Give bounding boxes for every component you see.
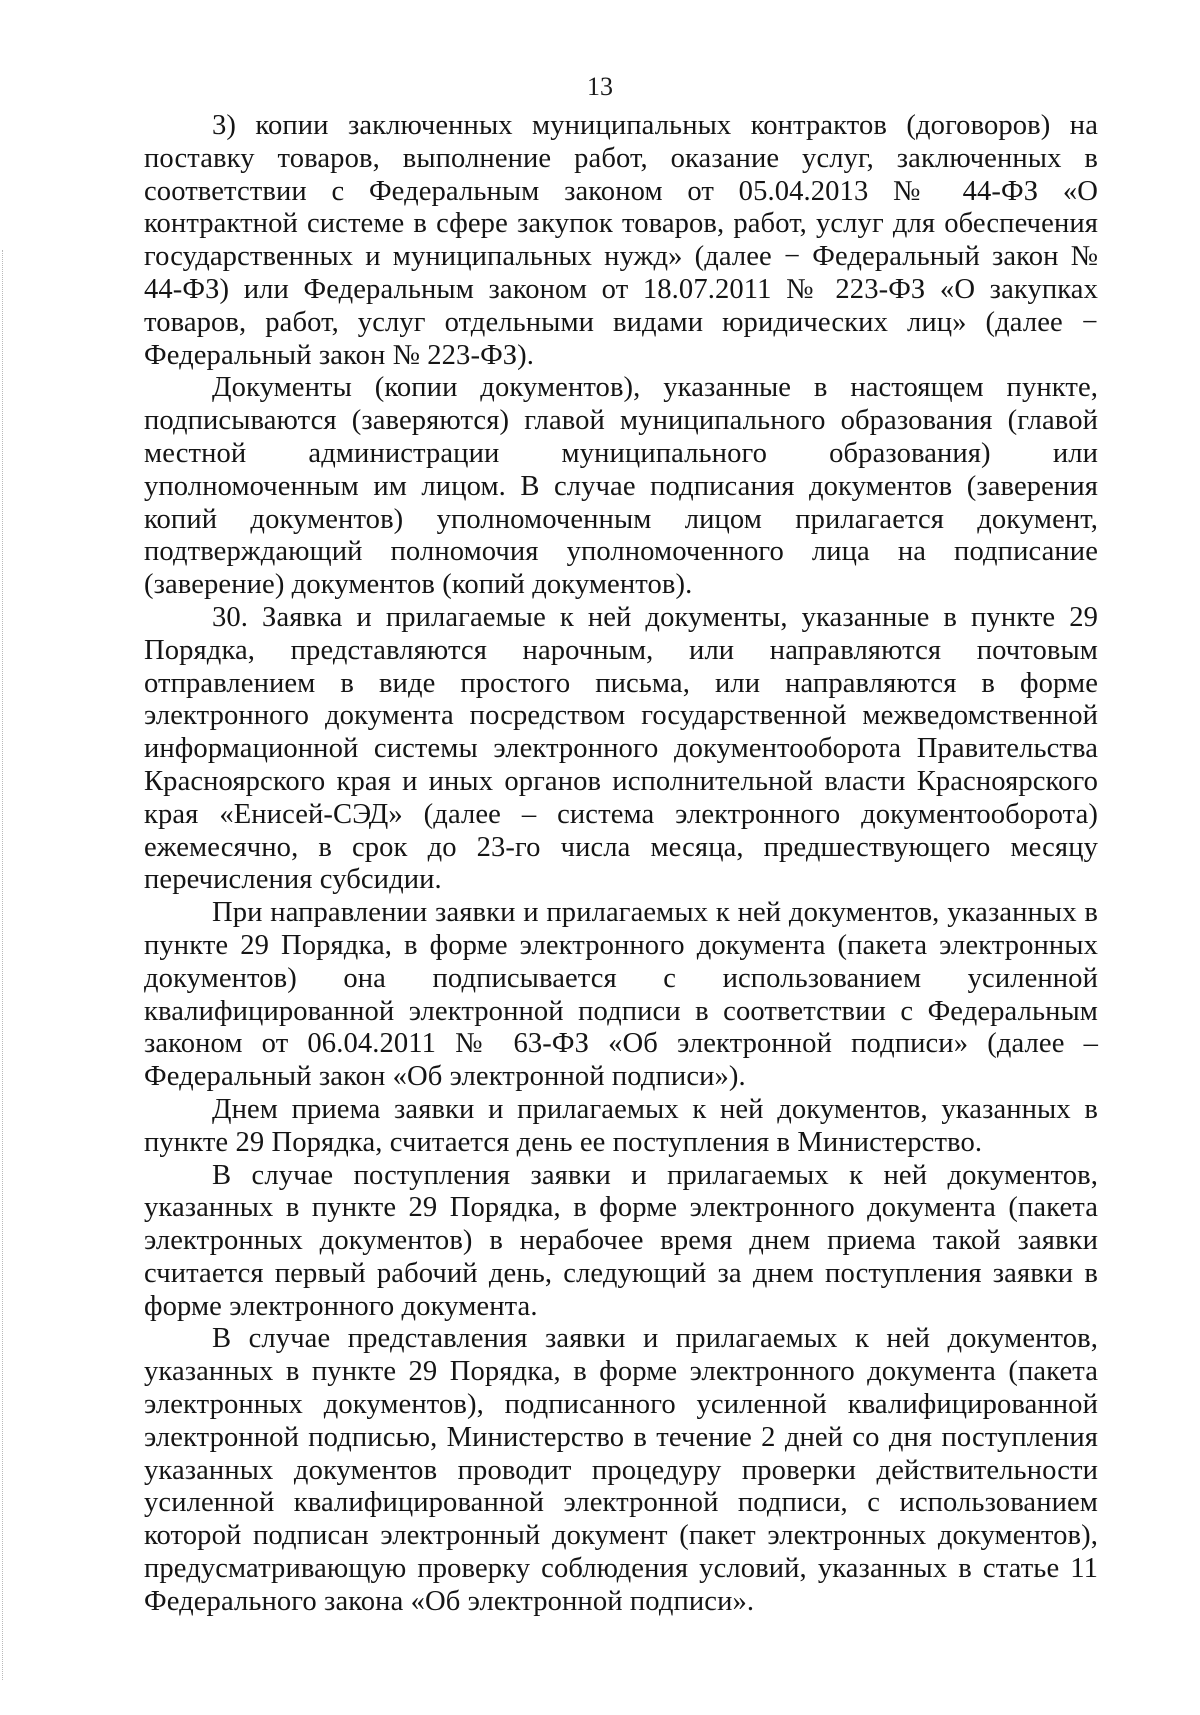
paragraph-receipt-day: Днем приема заявки и прилагаемых к ней документов, указанных в пункте 29 Порядка, считается день ее поступления в Министерство. [144,1093,1098,1158]
paragraph-item-3: 3) копии заключенных муниципальных контрактов (договоров) на поставку товаров, выполнение работ, оказание услуг, заключенных в соответствии с Федеральным законом от 05.04.2013 № 44-ФЗ «О контрактной системе в сфере закупок товаров, работ, услуг для обеспечения государственных и муниципальных нужд» (далее − Федеральный закон № 44-ФЗ) или Федеральным законом от 18.07.2011 № 223-ФЗ «О закупках товаров, работ, услуг отдельными видами юридических лиц» (далее − Федеральный закон № 223-ФЗ). [144,110,1098,371]
paragraph-non-working-time: В случае поступления заявки и прилагаемых к ней документов, указанных в пункте 29 Порядка, в форме электронного документа (пакета электронных документов) в нерабочее время днем приема такой заявки считается первый рабочий день, следующий за днем поступления заявки в форме электронного документа. [144,1159,1098,1322]
paragraph-point-30: 30. Заявка и прилагаемые к ней документы, указанные в пункте 29 Порядка, представляются нарочным, или направляются почтовым отправлением в виде простого письма, или направляются в форме электронного документа посредством государственной межведомственной информационной системы электронного документооборота Правительства Красноярского края и иных органов исполнительной власти Красноярского края «Енисей-СЭД» (далее – система электронного документооборота) ежемесячно, в срок до 23-го числа месяца, предшествующего месяцу перечисления субсидии. [144,601,1098,896]
paragraph-electronic-submission: При направлении заявки и прилагаемых к ней документов, указанных в пункте 29 Порядка, в форме электронного документа (пакета электронных документов) она подписывается с использованием усиленной квалифицированной электронной подписи в соответствии с Федеральным законом от 06.04.2011 № 63-ФЗ «Об электронной подписи» (далее – Федеральный закон «Об электронной подписи»). [144,897,1098,1093]
page-number: 13 [587,72,613,101]
paragraph-documents-signing: Документы (копии документов), указанные в настоящем пункте, подписываются (заверяются) главой муниципального образования (главой местной администрации муниципального образования) или уполномоченным им лицом. В случае подписания документов (заверения копий документов) уполномоченным лицом прилагается документ, подтверждающий полномочия уполномоченного лица на подписание (заверение) документов (копий документов). [144,372,1098,601]
scan-edge-line [2,250,4,1680]
paragraph-signature-verification: В случае представления заявки и прилагаемых к ней документов, указанных в пункте 29 Порядка, в форме электронного документа (пакета электронных документов), подписанного усиленной квалифицированной электронной подписью, Министерство в течение 2 дней со дня поступления указанных документов проводит процедуру проверки действительности усиленной квалифицированной электронной подписи, с использованием которой подписан электронный документ (пакет электронных документов), предусматривающую проверку соблюдения условий, указанных в статье 11 Федерального закона «Об электронной подписи». [144,1323,1098,1617]
document-body [144,110,1098,1619]
